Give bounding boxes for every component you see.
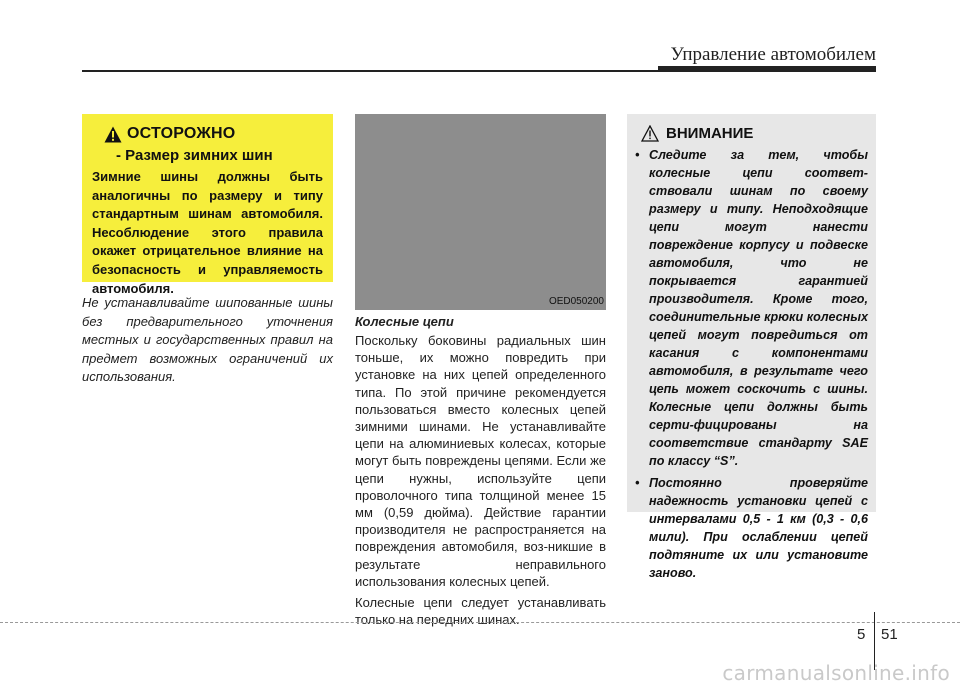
footer-rule — [0, 622, 960, 623]
caution-item — [635, 146, 868, 470]
warning-box — [82, 114, 333, 296]
section-heading: Колесные цепи — [355, 314, 454, 329]
bullet-mark: • — [635, 476, 640, 490]
tire-chain-photo — [355, 114, 606, 310]
page-header-title: Управление автомобилем — [670, 44, 876, 65]
watermark: carmanualsonline.info — [722, 661, 950, 685]
bullet-mark: • — [635, 148, 640, 162]
caution-box — [627, 114, 876, 580]
caution-item — [635, 474, 868, 582]
page-number: 51 — [881, 626, 898, 643]
caution-item-text: Постоянно проверяйте надежность установки цепей с интервалами 0,5 - 1 км (0,3 - 0,6 мили). При ослаблении цепей подтяните их или установите заново. — [649, 476, 868, 580]
caution-item-text: Следите за тем, чтобы колесные цепи соответ-ствовали шинам по своему размеру и типу. Неподходящие цепи могут нанести повреждение корпусу и подвеске автомобиля, что не покрывается гарантией производителя. Кроме того, соединительные крюки колесных цепей могут повредиться от касания с компонентами автомобиля, в результате чего цепь может соскочить с шины. Колесные цепи должны быть серти-фицированы на соответствие стандарту SAE по классу “S”. — [649, 148, 868, 468]
caution-title: ВНИМАНИЕ — [666, 124, 754, 142]
photo-code: OED050200 — [548, 296, 604, 307]
caution-triangle-icon — [641, 125, 659, 142]
warning-text: Зимние шины должны быть аналогичны по размеру и типу стандартным шинам автомобиля. Несоблюдение этого правила окажет отрицательное влияние на безопасность и управляемость автомобиля. — [92, 169, 323, 296]
caution-header — [641, 122, 868, 144]
studded-tires-note: Не устанавливайте шипованные шины без предварительного уточнения местных и государственных правил на предмет возможных ограничений их использования. — [82, 295, 333, 384]
chains-paragraph-2: Колесные цепи следует устанавливать только на передних шинах. — [355, 595, 606, 628]
chapter-number: 5 — [857, 626, 866, 643]
chains-body — [355, 332, 606, 632]
header-rule-accent — [658, 66, 876, 72]
caution-list — [635, 146, 868, 582]
warning-subtitle: - Размер зимних шин — [116, 147, 273, 164]
warning-header — [104, 124, 323, 144]
warning-title: ОСТОРОЖНО — [127, 125, 236, 142]
chains-paragraph-1: Поскольку боковины радиальных шин тоньше, их можно повредить при установке на них цепей определенного типа. По этой причине рекомендуется пользоваться вместо колесных цепей зимними шинами. Не устанавливайте цепи на алюминиевых колесах, которые могут быть повреждены цепями. Если же цепи нужны, используйте цепи проволочного типа толщиной менее 15 мм (0,59 дюйма). Действие гарантии производителя не распространяется на повреждения автомобиля, воз-никшие в результате неправильного использования колесных цепей. — [355, 333, 606, 589]
warning-triangle-icon — [104, 126, 122, 143]
